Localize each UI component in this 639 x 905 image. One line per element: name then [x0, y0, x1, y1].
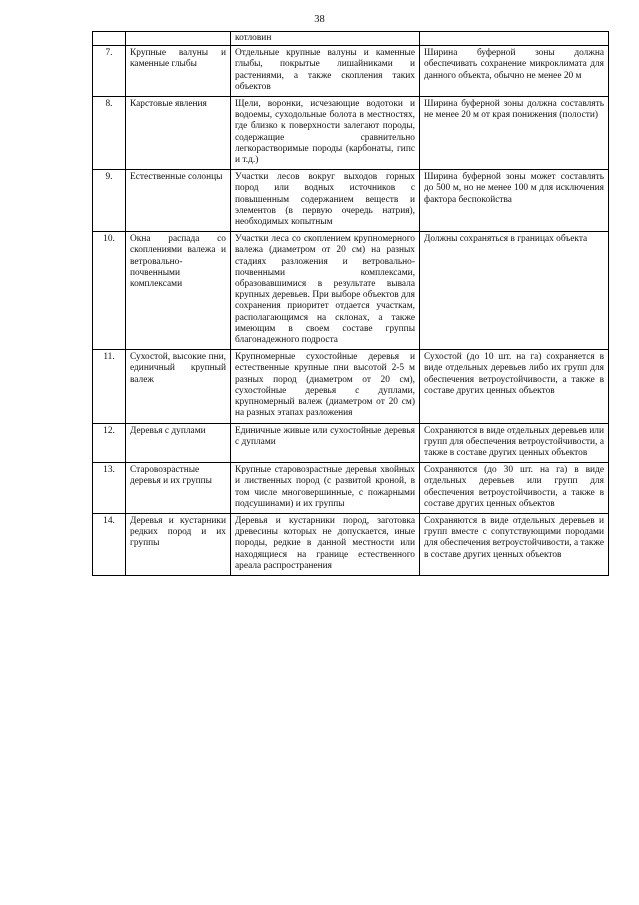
- object-name: Карстовые явления: [126, 97, 231, 170]
- buffer-requirement: Сохраняются в виде отдельных деревьев или групп для обеспечения ветроустойчивости, а также в составе других ценных объектов: [420, 423, 609, 463]
- table-row: [93, 423, 609, 463]
- object-description: Деревья и кустарники пород, заготовка древесины которых не допускается, иные породы, редкие в данной местности или находящиеся на границе естественного ареала распространения: [231, 513, 420, 575]
- object-name: [126, 32, 231, 46]
- buffer-requirement: Должны сохраняться в границах объекта: [420, 232, 609, 350]
- table-row: [93, 170, 609, 232]
- object-name: Старовозрастные деревья и их группы: [126, 463, 231, 514]
- object-description: Единичные живые или сухостойные деревья с дуплами: [231, 423, 420, 463]
- buffer-requirement: Сохраняются (до 30 шт. на га) в виде отдельных деревьев или групп для обеспечения ветроустойчивости, а также в составе других ценных объектов: [420, 463, 609, 514]
- table-row: [93, 513, 609, 575]
- row-number: 10.: [93, 232, 126, 350]
- object-name: Деревья с дуплами: [126, 423, 231, 463]
- buffer-requirement: Ширина буферной зоны должна составлять не менее 20 м от края понижения (полости): [420, 97, 609, 170]
- row-number: 11.: [93, 350, 126, 423]
- table-row: [93, 232, 609, 350]
- row-number: 8.: [93, 97, 126, 170]
- table-row: [93, 463, 609, 514]
- object-description: Крупномерные сухостойные деревья и естественные крупные пни высотой 2-5 м разных пород (диаметром от 20 см), сухостойные деревья с дуплами, крупномерный валеж (диаметром от 20 см) на разных этапах разложения: [231, 350, 420, 423]
- buffer-requirement: Сухостой (до 10 шт. на га) сохраняется в виде отдельных деревьев либо их групп для обеспечения ветроустойчивости, а также в составе других ценных объектов: [420, 350, 609, 423]
- object-name: Сухостой, высокие пни, единичный крупный валеж: [126, 350, 231, 423]
- row-number: 13.: [93, 463, 126, 514]
- buffer-requirement: Ширина буферной зоны должна обеспечивать сохранение микроклимата для данного объекта, обычно не менее 20 м: [420, 46, 609, 97]
- object-name: Естественные солонцы: [126, 170, 231, 232]
- table-row-continuation: [93, 32, 609, 46]
- protected-objects-table: [92, 31, 609, 576]
- row-number: 14.: [93, 513, 126, 575]
- object-name: Окна распада со скоплениями валежа и ветровально-почвенными комплексами: [126, 232, 231, 350]
- object-description: Щели, воронки, исчезающие водотоки и водоемы, суходольные болота в местностях, где близко к поверхности залегают породы, содержащие сравнительно легкорастворимые породы (карбонаты, гипс и т.д.): [231, 97, 420, 170]
- row-number: 12.: [93, 423, 126, 463]
- row-number: [93, 32, 126, 46]
- object-description: Крупные старовозрастные деревья хвойных и лиственных пород (с развитой кроной, в том числе многовершинные, с пожарными подсушинами) и их группы: [231, 463, 420, 514]
- object-name: Деревья и кустарники редких пород и их группы: [126, 513, 231, 575]
- buffer-requirement: Ширина буферной зоны может составлять до 500 м, но не менее 100 м для исключения фактора беспокойства: [420, 170, 609, 232]
- table-row: [93, 350, 609, 423]
- table-row: [93, 97, 609, 170]
- object-name: Крупные валуны и каменные глыбы: [126, 46, 231, 97]
- object-description: Участки леса со скоплением крупномерного валежа (диаметром от 20 см) на разных стадиях разложения и ветровально-почвенными комплексами, образовавшимися в результате вывала крупных деревьев. При выборе объектов для сохранения приоритет отдается участкам, располагающимся на склонах, а также имеющим в своем составе группы благонадежного подроста: [231, 232, 420, 350]
- object-description: котловин: [231, 32, 420, 46]
- page-number: 38: [314, 14, 325, 25]
- buffer-requirement: Сохраняются в виде отдельных деревьев и групп вместе с сопутствующими породами для обеспечения ветроустойчивости, а также в составе других ценных объектов: [420, 513, 609, 575]
- table-row: [93, 46, 609, 97]
- row-number: 7.: [93, 46, 126, 97]
- object-description: Отдельные крупные валуны и каменные глыбы, покрытые лишайниками и растениями, а также скопления таких объектов: [231, 46, 420, 97]
- row-number: 9.: [93, 170, 126, 232]
- buffer-requirement: [420, 32, 609, 46]
- object-description: Участки лесов вокруг выходов горных пород или водных источников с повышенным содержанием веществ и элементов (в первую очередь натрия), необходимых копытным: [231, 170, 420, 232]
